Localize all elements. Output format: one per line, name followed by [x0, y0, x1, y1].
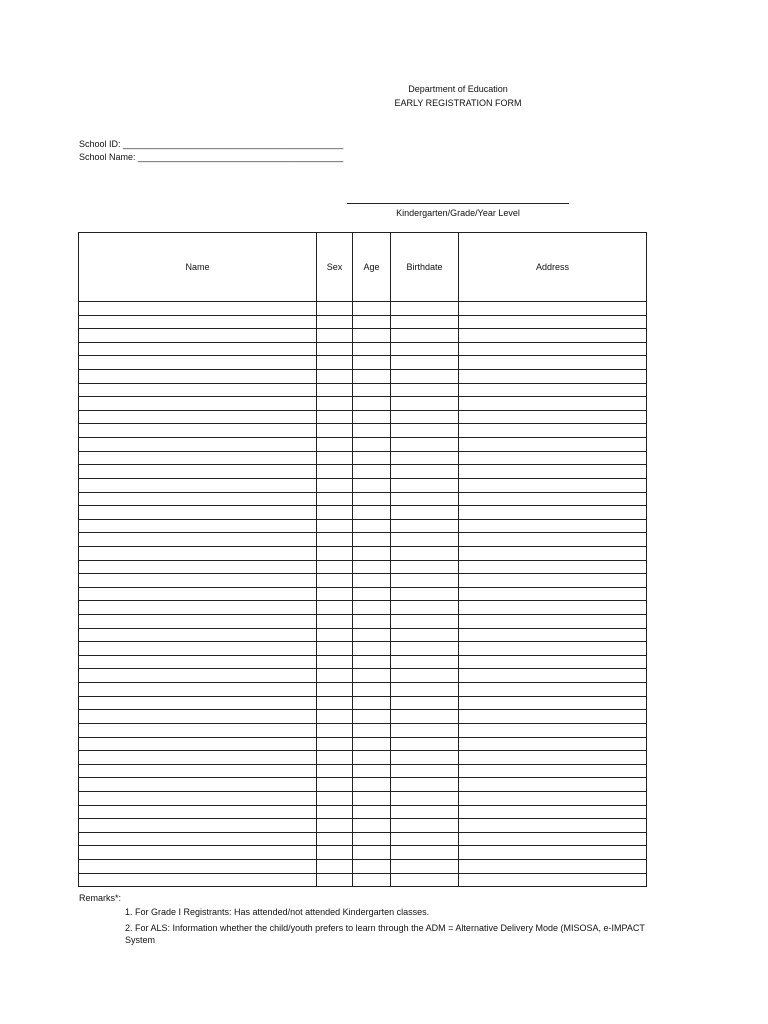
address-cell[interactable]	[459, 751, 647, 765]
birthdate-cell[interactable]	[391, 370, 459, 384]
sex-cell[interactable]	[317, 859, 353, 873]
name-cell[interactable]	[79, 397, 317, 411]
name-cell[interactable]	[79, 438, 317, 452]
table-row	[79, 302, 647, 316]
age-cell[interactable]	[353, 778, 391, 792]
name-cell[interactable]	[79, 615, 317, 629]
table-row	[79, 492, 647, 506]
remarks-label: Remarks*:	[79, 893, 122, 903]
address-cell[interactable]	[459, 519, 647, 533]
name-cell[interactable]	[79, 832, 317, 846]
sex-cell[interactable]	[317, 315, 353, 329]
address-cell[interactable]	[459, 642, 647, 656]
name-cell[interactable]	[79, 655, 317, 669]
sex-cell[interactable]	[317, 465, 353, 479]
name-cell[interactable]	[79, 873, 317, 887]
age-cell[interactable]	[353, 832, 391, 846]
birthdate-cell[interactable]	[391, 655, 459, 669]
sex-cell[interactable]	[317, 560, 353, 574]
table-row	[79, 329, 647, 343]
table-row	[79, 574, 647, 588]
table-row	[79, 560, 647, 574]
grade-level-blank-line	[347, 194, 569, 204]
birthdate-cell[interactable]	[391, 329, 459, 343]
name-cell[interactable]	[79, 546, 317, 560]
address-cell[interactable]	[459, 846, 647, 860]
name-cell[interactable]	[79, 356, 317, 370]
address-cell[interactable]	[459, 438, 647, 452]
sex-cell[interactable]	[317, 873, 353, 887]
name-cell[interactable]	[79, 533, 317, 547]
address-cell[interactable]	[459, 601, 647, 615]
column-header-address: Address	[459, 233, 647, 302]
sex-cell[interactable]	[317, 805, 353, 819]
address-cell[interactable]	[459, 805, 647, 819]
address-cell[interactable]	[459, 424, 647, 438]
sex-cell[interactable]	[317, 710, 353, 724]
name-cell[interactable]	[79, 628, 317, 642]
name-cell[interactable]	[79, 696, 317, 710]
birthdate-cell[interactable]	[391, 478, 459, 492]
name-cell[interactable]	[79, 846, 317, 860]
sex-cell[interactable]	[317, 737, 353, 751]
name-cell[interactable]	[79, 465, 317, 479]
age-cell[interactable]	[353, 805, 391, 819]
name-cell[interactable]	[79, 683, 317, 697]
sex-cell[interactable]	[317, 751, 353, 765]
table-row	[79, 683, 647, 697]
address-cell[interactable]	[459, 315, 647, 329]
name-cell[interactable]	[79, 370, 317, 384]
address-cell[interactable]	[459, 873, 647, 887]
age-cell[interactable]	[353, 819, 391, 833]
birthdate-cell[interactable]	[391, 397, 459, 411]
age-cell[interactable]	[353, 478, 391, 492]
name-cell[interactable]	[79, 410, 317, 424]
table-row	[79, 383, 647, 397]
sex-cell[interactable]	[317, 615, 353, 629]
name-cell[interactable]	[79, 751, 317, 765]
age-cell[interactable]	[353, 342, 391, 356]
age-cell[interactable]	[353, 424, 391, 438]
address-cell[interactable]	[459, 615, 647, 629]
table-row	[79, 615, 647, 629]
table-row	[79, 696, 647, 710]
address-cell[interactable]	[459, 859, 647, 873]
table-row	[79, 805, 647, 819]
name-cell[interactable]	[79, 710, 317, 724]
table-row	[79, 778, 647, 792]
table-row	[79, 315, 647, 329]
address-cell[interactable]	[459, 370, 647, 384]
school-name-field: School Name: _________________________________________	[79, 152, 344, 162]
sex-cell[interactable]	[317, 356, 353, 370]
birthdate-cell[interactable]	[391, 356, 459, 370]
address-cell[interactable]	[459, 669, 647, 683]
age-cell[interactable]	[353, 574, 391, 588]
address-cell[interactable]	[459, 478, 647, 492]
age-cell[interactable]	[353, 587, 391, 601]
table-row	[79, 846, 647, 860]
sex-cell[interactable]	[317, 587, 353, 601]
department-heading: Department of Education	[408, 84, 508, 94]
address-cell[interactable]	[459, 696, 647, 710]
address-cell[interactable]	[459, 410, 647, 424]
age-cell[interactable]	[353, 410, 391, 424]
sex-cell[interactable]	[317, 451, 353, 465]
address-cell[interactable]	[459, 737, 647, 751]
table-body	[79, 302, 647, 887]
table-row	[79, 410, 647, 424]
name-cell[interactable]	[79, 492, 317, 506]
birthdate-cell[interactable]	[391, 574, 459, 588]
birthdate-cell[interactable]	[391, 560, 459, 574]
address-cell[interactable]	[459, 356, 647, 370]
age-cell[interactable]	[353, 492, 391, 506]
age-cell[interactable]	[353, 683, 391, 697]
name-cell[interactable]	[79, 764, 317, 778]
sex-cell[interactable]	[317, 723, 353, 737]
table-row	[79, 424, 647, 438]
birthdate-cell[interactable]	[391, 587, 459, 601]
column-header-age: Age	[353, 233, 391, 302]
age-cell[interactable]	[353, 696, 391, 710]
address-cell[interactable]	[459, 723, 647, 737]
name-cell[interactable]	[79, 302, 317, 316]
birthdate-cell[interactable]	[391, 832, 459, 846]
name-cell[interactable]	[79, 342, 317, 356]
name-cell[interactable]	[79, 383, 317, 397]
name-cell[interactable]	[79, 424, 317, 438]
school-id-field: School ID: ____________________________________________	[79, 139, 344, 149]
age-cell[interactable]	[353, 329, 391, 343]
sex-cell[interactable]	[317, 397, 353, 411]
table-row	[79, 342, 647, 356]
address-cell[interactable]	[459, 560, 647, 574]
table-row	[79, 819, 647, 833]
age-cell[interactable]	[353, 873, 391, 887]
age-cell[interactable]	[353, 519, 391, 533]
name-cell[interactable]	[79, 791, 317, 805]
sex-cell[interactable]	[317, 342, 353, 356]
sex-cell[interactable]	[317, 683, 353, 697]
address-cell[interactable]	[459, 791, 647, 805]
remark-item-1: 1. For Grade I Registrants: Has attended/not attended Kindergarten classes.	[125, 907, 430, 917]
birthdate-cell[interactable]	[391, 519, 459, 533]
table-row	[79, 764, 647, 778]
address-cell[interactable]	[459, 329, 647, 343]
name-cell[interactable]	[79, 478, 317, 492]
form-title: EARLY REGISTRATION FORM	[394, 98, 522, 108]
address-cell[interactable]	[459, 587, 647, 601]
age-cell[interactable]	[353, 628, 391, 642]
address-cell[interactable]	[459, 397, 647, 411]
age-cell[interactable]	[353, 751, 391, 765]
address-cell[interactable]	[459, 546, 647, 560]
table-row	[79, 737, 647, 751]
address-cell[interactable]	[459, 655, 647, 669]
grade-level-label: Kindergarten/Grade/Year Level	[396, 208, 520, 218]
sex-cell[interactable]	[317, 696, 353, 710]
age-cell[interactable]	[353, 465, 391, 479]
table-row	[79, 669, 647, 683]
age-cell[interactable]	[353, 533, 391, 547]
sex-cell[interactable]	[317, 492, 353, 506]
table-row	[79, 655, 647, 669]
column-header-sex: Sex	[317, 233, 353, 302]
address-cell[interactable]	[459, 342, 647, 356]
table-row	[79, 587, 647, 601]
sex-cell[interactable]	[317, 846, 353, 860]
age-cell[interactable]	[353, 615, 391, 629]
address-cell[interactable]	[459, 451, 647, 465]
sex-cell[interactable]	[317, 424, 353, 438]
birthdate-cell[interactable]	[391, 601, 459, 615]
address-cell[interactable]	[459, 574, 647, 588]
age-cell[interactable]	[353, 383, 391, 397]
birthdate-cell[interactable]	[391, 751, 459, 765]
birthdate-cell[interactable]	[391, 791, 459, 805]
birthdate-cell[interactable]	[391, 451, 459, 465]
address-cell[interactable]	[459, 764, 647, 778]
sex-cell[interactable]	[317, 628, 353, 642]
name-cell[interactable]	[79, 574, 317, 588]
name-cell[interactable]	[79, 506, 317, 520]
sex-cell[interactable]	[317, 778, 353, 792]
birthdate-cell[interactable]	[391, 710, 459, 724]
remark-item-2: 2. For ALS: Information whether the child/youth prefers to learn through the ADM = Alternative Delivery Mode (MISOSA, e-IMPACT	[125, 923, 645, 933]
name-cell[interactable]	[79, 560, 317, 574]
address-cell[interactable]	[459, 383, 647, 397]
sex-cell[interactable]	[317, 370, 353, 384]
name-cell[interactable]	[79, 315, 317, 329]
column-header-name: Name	[79, 233, 317, 302]
sex-cell[interactable]	[317, 791, 353, 805]
table-row	[79, 642, 647, 656]
name-cell[interactable]	[79, 723, 317, 737]
sex-cell[interactable]	[317, 329, 353, 343]
sex-cell[interactable]	[317, 832, 353, 846]
age-cell[interactable]	[353, 560, 391, 574]
name-cell[interactable]	[79, 819, 317, 833]
table-row	[79, 533, 647, 547]
birthdate-cell[interactable]	[391, 383, 459, 397]
age-cell[interactable]	[353, 397, 391, 411]
birthdate-cell[interactable]	[391, 546, 459, 560]
age-cell[interactable]	[353, 356, 391, 370]
table-row	[79, 601, 647, 615]
table-header-row	[79, 233, 647, 302]
birthdate-cell[interactable]	[391, 642, 459, 656]
age-cell[interactable]	[353, 764, 391, 778]
age-cell[interactable]	[353, 451, 391, 465]
age-cell[interactable]	[353, 669, 391, 683]
sex-cell[interactable]	[317, 506, 353, 520]
birthdate-cell[interactable]	[391, 302, 459, 316]
age-cell[interactable]	[353, 791, 391, 805]
name-cell[interactable]	[79, 601, 317, 615]
age-cell[interactable]	[353, 710, 391, 724]
table-row	[79, 628, 647, 642]
address-cell[interactable]	[459, 683, 647, 697]
birthdate-cell[interactable]	[391, 465, 459, 479]
sex-cell[interactable]	[317, 546, 353, 560]
birthdate-cell[interactable]	[391, 438, 459, 452]
age-cell[interactable]	[353, 859, 391, 873]
table-row	[79, 451, 647, 465]
birthdate-cell[interactable]	[391, 737, 459, 751]
sex-cell[interactable]	[317, 478, 353, 492]
table-row	[79, 438, 647, 452]
age-cell[interactable]	[353, 546, 391, 560]
sex-cell[interactable]	[317, 519, 353, 533]
birthdate-cell[interactable]	[391, 424, 459, 438]
birthdate-cell[interactable]	[391, 859, 459, 873]
birthdate-cell[interactable]	[391, 764, 459, 778]
age-cell[interactable]	[353, 315, 391, 329]
address-cell[interactable]	[459, 492, 647, 506]
sex-cell[interactable]	[317, 533, 353, 547]
age-cell[interactable]	[353, 438, 391, 452]
age-cell[interactable]	[353, 642, 391, 656]
name-cell[interactable]	[79, 859, 317, 873]
table-row	[79, 859, 647, 873]
table-row	[79, 832, 647, 846]
birthdate-cell[interactable]	[391, 696, 459, 710]
address-cell[interactable]	[459, 832, 647, 846]
address-cell[interactable]	[459, 819, 647, 833]
sex-cell[interactable]	[317, 410, 353, 424]
name-cell[interactable]	[79, 805, 317, 819]
name-cell[interactable]	[79, 519, 317, 533]
birthdate-cell[interactable]	[391, 805, 459, 819]
table-row	[79, 751, 647, 765]
birthdate-cell[interactable]	[391, 778, 459, 792]
sex-cell[interactable]	[317, 438, 353, 452]
age-cell[interactable]	[353, 370, 391, 384]
address-cell[interactable]	[459, 506, 647, 520]
table-row	[79, 519, 647, 533]
address-cell[interactable]	[459, 710, 647, 724]
birthdate-cell[interactable]	[391, 315, 459, 329]
table-row	[79, 356, 647, 370]
name-cell[interactable]	[79, 329, 317, 343]
name-cell[interactable]	[79, 451, 317, 465]
age-cell[interactable]	[353, 723, 391, 737]
name-cell[interactable]	[79, 669, 317, 683]
address-cell[interactable]	[459, 465, 647, 479]
table-row	[79, 506, 647, 520]
sex-cell[interactable]	[317, 574, 353, 588]
sex-cell[interactable]	[317, 302, 353, 316]
table-row	[79, 873, 647, 887]
birthdate-cell[interactable]	[391, 492, 459, 506]
name-cell[interactable]	[79, 642, 317, 656]
sex-cell[interactable]	[317, 601, 353, 615]
sex-cell[interactable]	[317, 764, 353, 778]
age-cell[interactable]	[353, 601, 391, 615]
age-cell[interactable]	[353, 737, 391, 751]
table-row	[79, 791, 647, 805]
birthdate-cell[interactable]	[391, 873, 459, 887]
table-row	[79, 370, 647, 384]
age-cell[interactable]	[353, 655, 391, 669]
table-row	[79, 710, 647, 724]
birthdate-cell[interactable]	[391, 846, 459, 860]
registration-table	[78, 232, 647, 887]
age-cell[interactable]	[353, 846, 391, 860]
birthdate-cell[interactable]	[391, 615, 459, 629]
address-cell[interactable]	[459, 302, 647, 316]
sex-cell[interactable]	[317, 642, 353, 656]
sex-cell[interactable]	[317, 669, 353, 683]
name-cell[interactable]	[79, 737, 317, 751]
address-cell[interactable]	[459, 778, 647, 792]
birthdate-cell[interactable]	[391, 723, 459, 737]
birthdate-cell[interactable]	[391, 628, 459, 642]
age-cell[interactable]	[353, 506, 391, 520]
birthdate-cell[interactable]	[391, 683, 459, 697]
table-row	[79, 723, 647, 737]
name-cell[interactable]	[79, 778, 317, 792]
birthdate-cell[interactable]	[391, 819, 459, 833]
table-row	[79, 478, 647, 492]
sex-cell[interactable]	[317, 383, 353, 397]
sex-cell[interactable]	[317, 655, 353, 669]
address-cell[interactable]	[459, 533, 647, 547]
birthdate-cell[interactable]	[391, 342, 459, 356]
table-row	[79, 546, 647, 560]
remark-item-2-continuation: System	[125, 935, 156, 945]
table-row	[79, 397, 647, 411]
birthdate-cell[interactable]	[391, 669, 459, 683]
address-cell[interactable]	[459, 628, 647, 642]
birthdate-cell[interactable]	[391, 533, 459, 547]
column-header-birthdate: Birthdate	[391, 233, 459, 302]
age-cell[interactable]	[353, 302, 391, 316]
table-row	[79, 465, 647, 479]
birthdate-cell[interactable]	[391, 410, 459, 424]
name-cell[interactable]	[79, 587, 317, 601]
birthdate-cell[interactable]	[391, 506, 459, 520]
sex-cell[interactable]	[317, 819, 353, 833]
